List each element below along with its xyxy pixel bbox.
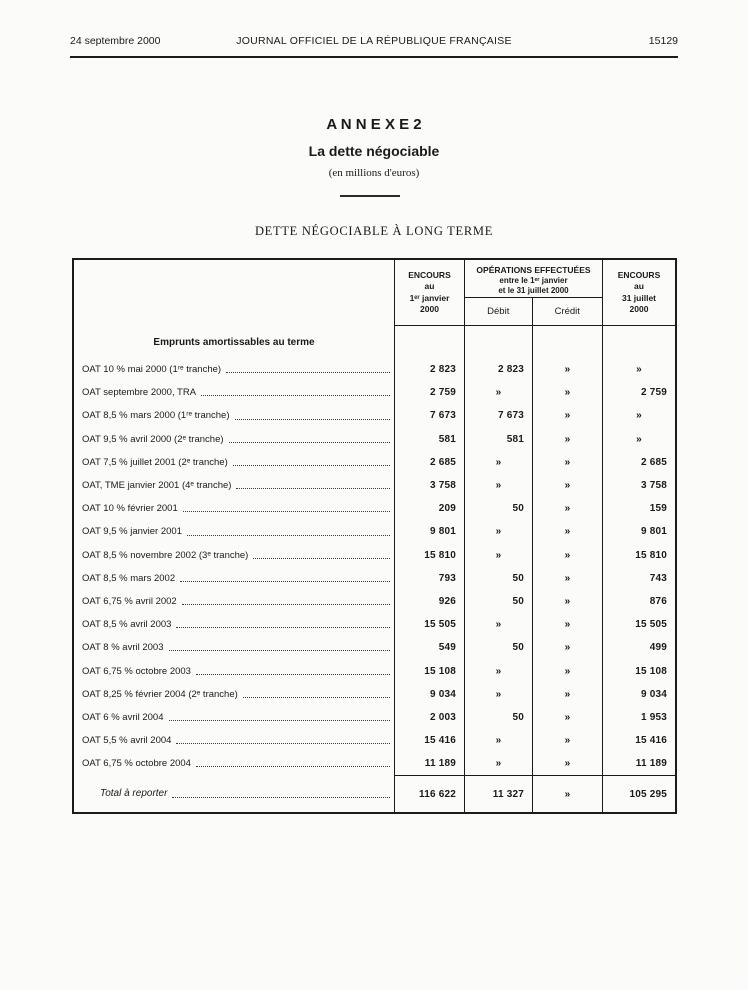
annexe-subtitle: La dette négociable (308, 143, 440, 159)
encours-juillet-value: 15 810 (602, 544, 675, 567)
table-row (74, 659, 675, 682)
debit-value: » (464, 520, 532, 543)
dotted-leader (196, 766, 390, 767)
row-label: OAT 8,5 % mars 2002 (82, 572, 176, 584)
header-debit: Débit (487, 306, 510, 317)
debit-value: 2 823 (464, 358, 532, 381)
header-line: 31 juillet (621, 292, 656, 303)
dotted-leader (176, 627, 390, 628)
column-rule (532, 326, 602, 358)
header-empty-cell (74, 260, 394, 326)
debit-value: 581 (464, 428, 532, 451)
table-row (74, 381, 675, 404)
encours-janvier-value: 2 823 (394, 358, 464, 381)
table-row (74, 752, 675, 775)
row-label-cell (74, 590, 394, 613)
credit-value: » (532, 474, 602, 497)
debit-value: » (464, 544, 532, 567)
header-operations-title (465, 260, 602, 297)
credit-value: » (532, 613, 602, 636)
encours-juillet-value: 159 (602, 497, 675, 520)
total-label-cell (74, 775, 394, 812)
debit-value: 50 (464, 590, 532, 613)
encours-janvier-value: 9 801 (394, 520, 464, 543)
header-operations (464, 260, 602, 326)
credit-value: » (532, 729, 602, 752)
total-debit: 11 327 (464, 775, 532, 812)
journal-title: JOURNAL OFFICIEL DE LA RÉPUBLIQUE FRANÇAISE (236, 35, 512, 47)
row-label: OAT 5,5 % avril 2004 (82, 735, 172, 747)
total-encours-janvier: 116 622 (394, 775, 464, 812)
debit-value: 7 673 (464, 404, 532, 427)
dotted-leader (236, 488, 390, 489)
table-row (74, 706, 675, 729)
dotted-leader (183, 511, 390, 512)
header-line: ENCOURS (408, 270, 451, 281)
credit-value: » (532, 659, 602, 682)
debit-value: 50 (464, 706, 532, 729)
dotted-leader (235, 419, 391, 420)
row-label: OAT 8,5 % mars 2000 (1ʳᵉ tranche) (82, 410, 230, 422)
encours-janvier-value: 15 810 (394, 544, 464, 567)
section-heading: DETTE NÉGOCIABLE À LONG TERME (254, 224, 494, 238)
row-label-cell (74, 381, 394, 404)
debit-value: » (464, 474, 532, 497)
encours-janvier-value: 7 673 (394, 404, 464, 427)
table-row (74, 520, 675, 543)
column-rule (602, 326, 675, 358)
debit-value: 50 (464, 497, 532, 520)
dotted-leader (196, 674, 390, 675)
row-label-cell (74, 497, 394, 520)
unit-note: (en millions d'euros) (328, 167, 420, 179)
row-label: OAT 6,75 % octobre 2003 (82, 665, 191, 677)
dotted-leader (180, 581, 390, 582)
table-row (74, 613, 675, 636)
debit-value: » (464, 683, 532, 706)
encours-janvier-value: 209 (394, 497, 464, 520)
header-operations-subrow (465, 297, 602, 325)
encours-juillet-value: » (602, 428, 675, 451)
header-encours-juillet (602, 260, 675, 326)
header-line: ENCOURS (617, 270, 661, 281)
row-label-cell (74, 544, 394, 567)
row-label-cell (74, 474, 394, 497)
table-body (74, 358, 675, 775)
row-label-cell (74, 706, 394, 729)
debit-value: » (464, 659, 532, 682)
row-label-cell (74, 683, 394, 706)
encours-juillet-value: » (602, 358, 675, 381)
credit-value: » (532, 520, 602, 543)
debt-table (72, 258, 677, 814)
encours-janvier-value: 581 (394, 428, 464, 451)
header-credit: Crédit (532, 298, 603, 325)
row-label: OAT 10 % février 2001 (82, 503, 178, 515)
credit-value: » (532, 404, 602, 427)
group-heading: Emprunts amortissables au terme (153, 337, 315, 348)
dotted-leader (169, 720, 391, 721)
row-label-cell (74, 567, 394, 590)
row-label-cell (74, 729, 394, 752)
dotted-leader (201, 395, 390, 396)
encours-janvier-value: 793 (394, 567, 464, 590)
column-rule (464, 326, 532, 358)
header-line: au (424, 281, 435, 292)
row-label: OAT 10 % mai 2000 (1ʳᵉ tranche) (82, 364, 222, 376)
header-line: OPÉRATIONS EFFECTUÉES (476, 265, 591, 275)
encours-juillet-value: 9 034 (602, 683, 675, 706)
title-divider (340, 195, 400, 197)
credit-value: » (532, 428, 602, 451)
total-row (74, 775, 675, 812)
debit-value: » (464, 729, 532, 752)
dotted-leader (182, 604, 390, 605)
table-row (74, 404, 675, 427)
credit-value: » (532, 683, 602, 706)
encours-janvier-value: 2 685 (394, 451, 464, 474)
encours-janvier-value: 549 (394, 636, 464, 659)
debit-value: » (464, 752, 532, 775)
row-label-cell (74, 636, 394, 659)
table-row (74, 474, 675, 497)
row-label: OAT 9,5 % janvier 2001 (82, 526, 182, 538)
credit-value: » (532, 381, 602, 404)
dotted-leader (243, 697, 390, 698)
row-label: OAT 6,75 % avril 2002 (82, 595, 177, 607)
encours-juillet-value: 3 758 (602, 474, 675, 497)
debit-value: » (464, 451, 532, 474)
row-label-cell (74, 752, 394, 775)
table-row (74, 358, 675, 381)
encours-janvier-value: 11 189 (394, 752, 464, 775)
encours-janvier-value: 2 003 (394, 706, 464, 729)
encours-juillet-value: 11 189 (602, 752, 675, 775)
encours-janvier-value: 926 (394, 590, 464, 613)
header-encours-janvier (394, 260, 464, 326)
row-label-cell (74, 659, 394, 682)
row-label-cell (74, 404, 394, 427)
dotted-leader (233, 465, 390, 466)
credit-value: » (532, 590, 602, 613)
encours-janvier-value: 15 108 (394, 659, 464, 682)
encours-janvier-value: 9 034 (394, 683, 464, 706)
dotted-leader (169, 650, 391, 651)
dotted-leader (253, 558, 390, 559)
table-row (74, 567, 675, 590)
table-row (74, 590, 675, 613)
table-row (74, 636, 675, 659)
debit-value: 50 (464, 636, 532, 659)
row-label: OAT 6,75 % octobre 2004 (82, 758, 191, 770)
table-row (74, 451, 675, 474)
debit-value: » (464, 613, 532, 636)
header-line: et le 31 juillet 2000 (498, 286, 569, 296)
total-encours-juillet: 105 295 (602, 775, 675, 812)
column-rule (394, 326, 464, 358)
encours-janvier-value: 2 759 (394, 381, 464, 404)
encours-juillet-value: 1 953 (602, 706, 675, 729)
encours-janvier-value: 15 505 (394, 613, 464, 636)
encours-janvier-value: 3 758 (394, 474, 464, 497)
dotted-leader (187, 535, 390, 536)
row-label: OAT 7,5 % juillet 2001 (2ᵉ tranche) (82, 456, 228, 468)
encours-juillet-value: 743 (602, 567, 675, 590)
credit-value: » (532, 451, 602, 474)
row-label: OAT, TME janvier 2001 (4ᵉ tranche) (82, 480, 232, 492)
table-row (74, 428, 675, 451)
header-line: entre le 1ᵉʳ janvier (499, 276, 568, 286)
credit-value: » (532, 706, 602, 729)
row-label: OAT 8 % avril 2003 (82, 642, 164, 654)
table-row (74, 729, 675, 752)
row-label-cell (74, 613, 394, 636)
encours-juillet-value: 15 505 (602, 613, 675, 636)
dotted-leader (226, 372, 390, 373)
group-heading-row (74, 326, 675, 358)
encours-juillet-value: 2 685 (602, 451, 675, 474)
encours-juillet-value: 15 416 (602, 729, 675, 752)
header-line: au (634, 281, 644, 292)
credit-value: » (532, 544, 602, 567)
credit-value: » (532, 636, 602, 659)
header-line: 2000 (420, 303, 439, 314)
row-label-cell (74, 451, 394, 474)
issue-date: 24 septembre 2000 (70, 35, 161, 47)
table-row (74, 497, 675, 520)
total-label: Total à reporter (100, 788, 168, 800)
credit-value: » (532, 752, 602, 775)
dotted-leader (229, 442, 390, 443)
row-label: OAT 8,5 % avril 2003 (82, 619, 172, 631)
credit-value: » (532, 358, 602, 381)
encours-juillet-value: 2 759 (602, 381, 675, 404)
dotted-leader (172, 797, 390, 798)
row-label-cell (74, 428, 394, 451)
encours-janvier-value: 15 416 (394, 729, 464, 752)
row-label-cell (74, 520, 394, 543)
dotted-leader (176, 743, 390, 744)
row-label: OAT 8,25 % février 2004 (2ᵉ tranche) (82, 688, 238, 700)
debit-value: » (464, 381, 532, 404)
encours-juillet-value: 499 (602, 636, 675, 659)
debit-value: 50 (464, 567, 532, 590)
row-label: OAT 8,5 % novembre 2002 (3ᵉ tranche) (82, 549, 249, 561)
table-row (74, 544, 675, 567)
total-credit: » (532, 775, 602, 812)
row-label: OAT septembre 2000, TRA (82, 387, 197, 399)
row-label: OAT 9,5 % avril 2000 (2ᵉ tranche) (82, 433, 224, 445)
header-line: 2000 (629, 303, 649, 314)
page-number: 15129 (648, 35, 678, 47)
credit-value: » (532, 497, 602, 520)
table-header-row (74, 260, 675, 326)
row-label-cell (74, 358, 394, 381)
encours-juillet-value: 9 801 (602, 520, 675, 543)
page-header (70, 35, 678, 58)
annexe-title: A N N E X E 2 (326, 116, 422, 133)
credit-value: » (532, 567, 602, 590)
table-row (74, 683, 675, 706)
encours-juillet-value: » (602, 404, 675, 427)
encours-juillet-value: 15 108 (602, 659, 675, 682)
encours-juillet-value: 876 (602, 590, 675, 613)
header-line: 1ᵉʳ janvier (409, 292, 450, 303)
row-label: OAT 6 % avril 2004 (82, 711, 164, 723)
